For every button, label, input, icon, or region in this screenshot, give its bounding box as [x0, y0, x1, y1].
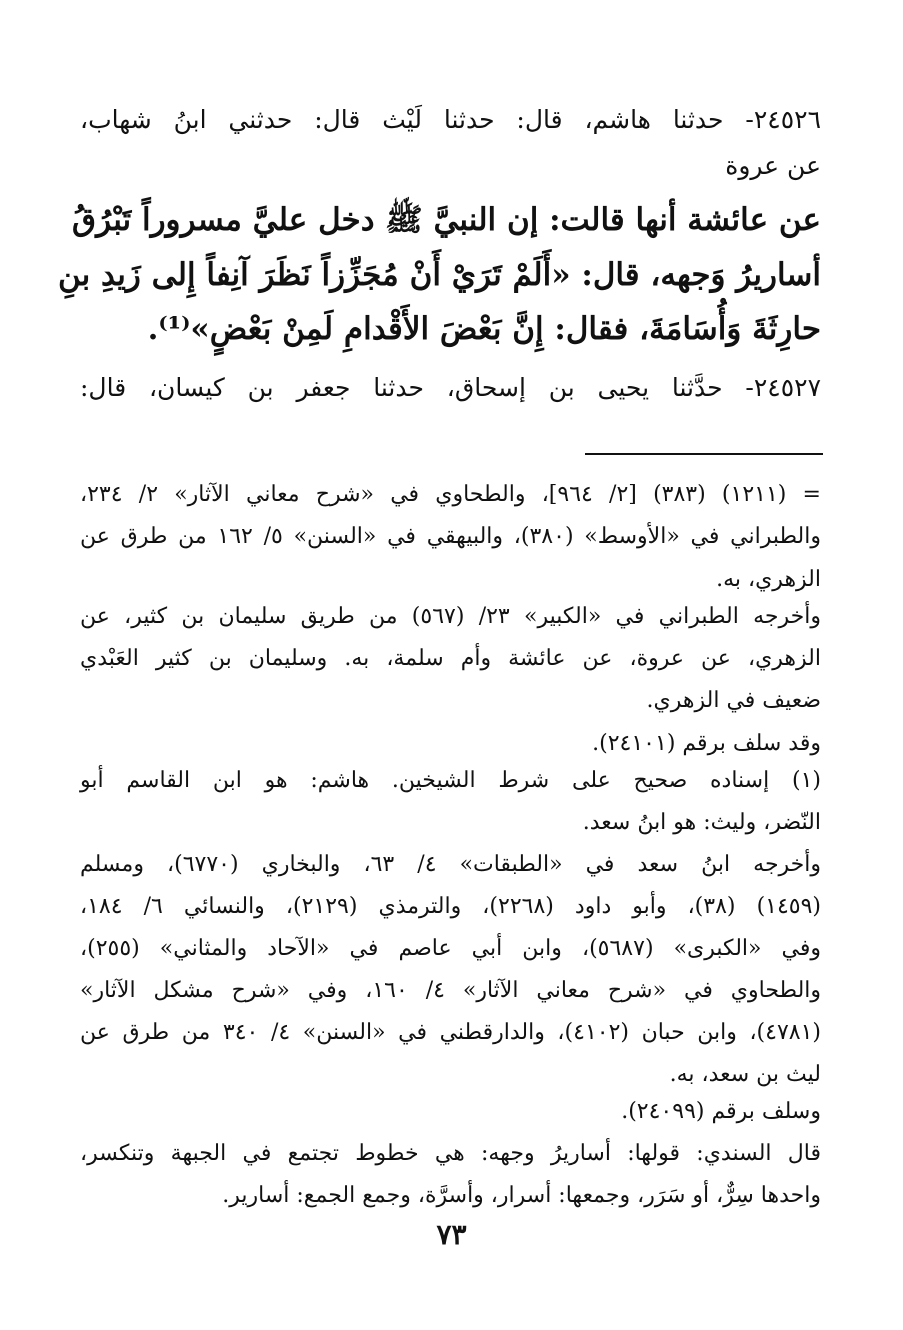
footnote-line: (٤٧٨١)، وابن حبان (٤١٠٢)، والدارقطني في «السنن» ٤/ ٣٤٠ من طرق عن — [80, 1020, 821, 1045]
footnote-separator — [585, 453, 823, 455]
footnote-line: وقد سلف برقم (٢٤١٠١). — [592, 731, 821, 756]
footnote-line: والطبراني في «الأوسط» (٣٨٠)، والبيهقي في «السنن» ٥/ ١٦٢ من طرق عن — [80, 524, 821, 549]
hadith-24526-line-1: ٢٤٥٢٦- حدثنا هاشم، قال: حدثنا لَيْث قال: حدثني ابنُ شهاب، — [80, 105, 821, 134]
footnote-line: النّضر، وليث: هو ابنُ سعد. — [582, 810, 821, 835]
footnote-line: الزهري، عن عروة، عن عائشة وأم سلمة، به. وسليمان بن كثير العَبْدي — [80, 646, 821, 671]
footnote-line: وأخرجه الطبراني في «الكبير» ٢٣/ (٥٦٧) من طريق سليمان بن كثير، عن — [80, 604, 821, 629]
footnote-line: = (١٢١١) (٣٨٣) [٢/ ٩٦٤]، والطحاوي في «شرح معاني الآثار» ٢/ ٢٣٤، — [80, 482, 821, 507]
hadith-24527-line-1: ٢٤٥٢٧- حدَّثنا يحيى بن إسحاق، حدثنا جعفر بن كيسان، قال: — [80, 373, 821, 402]
page-number: ٧٣ — [436, 1218, 467, 1251]
footnote-line: (١٤٥٩) (٣٨)، وأبو داود (٢٢٦٨)، والترمذي (٢١٢٩)، والنسائي ٦/ ١٨٤، — [80, 894, 822, 919]
footnote-line: وأخرجه ابنُ سعد في «الطبقات» ٤/ ٦٣، والبخاري (٦٧٧٠)، ومسلم — [80, 852, 822, 877]
matn-line-3: حارِثَةَ وَأُسَامَةَ، فقال: إِنَّ بَعْضَ الأَقْدامِ لَمِنْ بَعْضٍ»⁽¹⁾. — [147, 311, 821, 347]
footnote-line: ضعيف في الزهري. — [646, 688, 821, 713]
matn-line-2: أساريرُ وَجهه، قال: «أَلَمْ تَرَيْ أَنْ مُجَزِّزاً نَظَرَ آنِفاً إِلى زَيدِ بنِ — [58, 257, 821, 293]
hadith-24526-line-2: عن عروة — [725, 151, 821, 180]
footnote-line: وسلف برقم (٢٤٠٩٩). — [621, 1099, 821, 1124]
footnote-line: واحدها سِرٌّ، أو سَرَر، وجمعها: أسرار، وأسرَّة، وجمع الجمع: أسارير. — [222, 1183, 821, 1208]
footnote-line: قال السندي: قولها: أساريرُ وجهه: هي خطوط تجتمع في الجبهة وتنكسر، — [80, 1141, 821, 1166]
footnote-line: الزهري، به. — [716, 567, 821, 592]
matn-line-1: عن عائشة أنها قالت: إن النبيَّ ﷺ دخل عليَّ مسروراً تَبْرُقُ — [72, 202, 821, 238]
footnote-line: والطحاوي في «شرح معاني الآثار» ٤/ ١٦٠، وفي «شرح مشكل الآثار» — [80, 978, 822, 1003]
footnote-line: وفي «الكبرى» (٥٦٨٧)، وابن أبي عاصم في «الآحاد والمثاني» (٢٥٥)، — [80, 936, 822, 961]
footnote-line: ليث بن سعد، به. — [669, 1062, 821, 1087]
footnote-line: (١) إسناده صحيح على شرط الشيخين. هاشم: هو ابن القاسم أبو — [80, 768, 821, 793]
